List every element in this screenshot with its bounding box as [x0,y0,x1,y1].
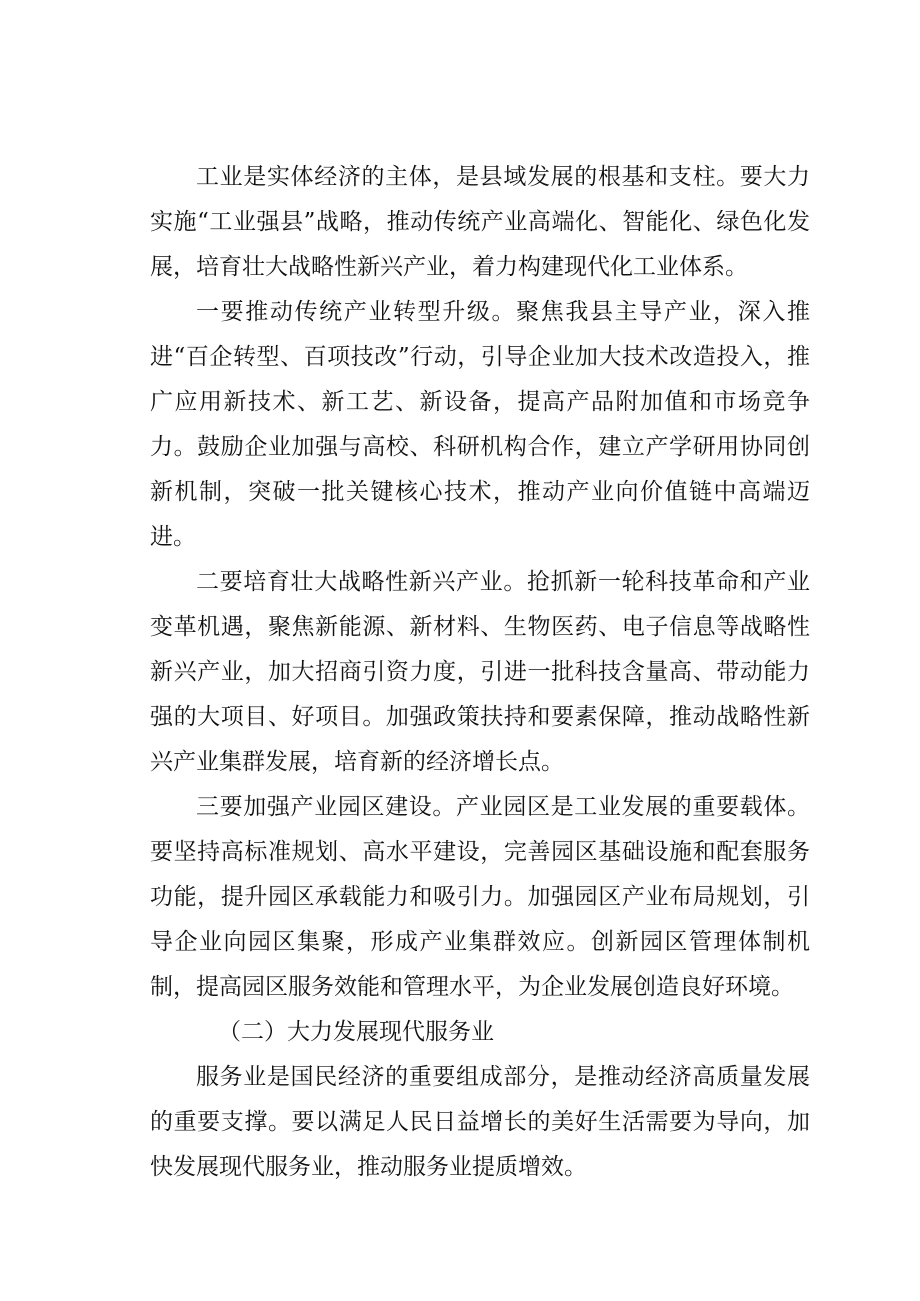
paragraph-service-industry: 服务业是国民经济的重要组成部分，是推动经济高质量发展的重要支撑。要以满足人民日益增长的美好生活需要为导向，加快发展现代服务业，推动服务业提质增效。 [150,1064,810,1180]
paragraph-traditional-upgrade: 一要推动传统产业转型升级。聚焦我县主导产业，深入推进“百企转型、百项技改”行动，引导企业加大技术改造投入，推广应用新技术、新工艺、新设备，提高产品附加值和市场竞争力。鼓励企业加强与高校、科研机构合作，建立产学研用协同创新机制，突破一批关键核心技术，推动产业向价值链中高端迈进。 [150,299,810,550]
document-body [150,155,810,1190]
paragraph-emerging-industries: 二要培育壮大战略性新兴产业。抢抓新一轮科技革命和产业变革机遇，聚焦新能源、新材料、生物医药、电子信息等战略性新兴产业，加大招商引资力度，引进一批科技含量高、带动能力强的大项目、好项目。加强政策扶持和要素保障，推动战略性新兴产业集群发展，培育新的经济增长点。 [150,569,810,775]
paragraph-industrial-parks: 三要加强产业园区建设。产业园区是工业发展的重要载体。要坚持高标准规划、高水平建设，完善园区基础设施和配套服务功能，提升园区承载能力和吸引力。加强园区产业布局规划，引导企业向园区集聚，形成产业集群效应。创新园区管理体制机制，提高园区服务效能和管理水平，为企业发展创造良好环境。 [150,794,810,1000]
section-heading: （二）大力发展现代服务业 [218,1019,494,1045]
paragraph-industry-intro: 工业是实体经济的主体，是县域发展的根基和支柱。要大力实施“工业强县”战略，推动传统产业高端化、智能化、绿色化发展，培育壮大战略性新兴产业，着力构建现代化工业体系。 [150,164,810,280]
